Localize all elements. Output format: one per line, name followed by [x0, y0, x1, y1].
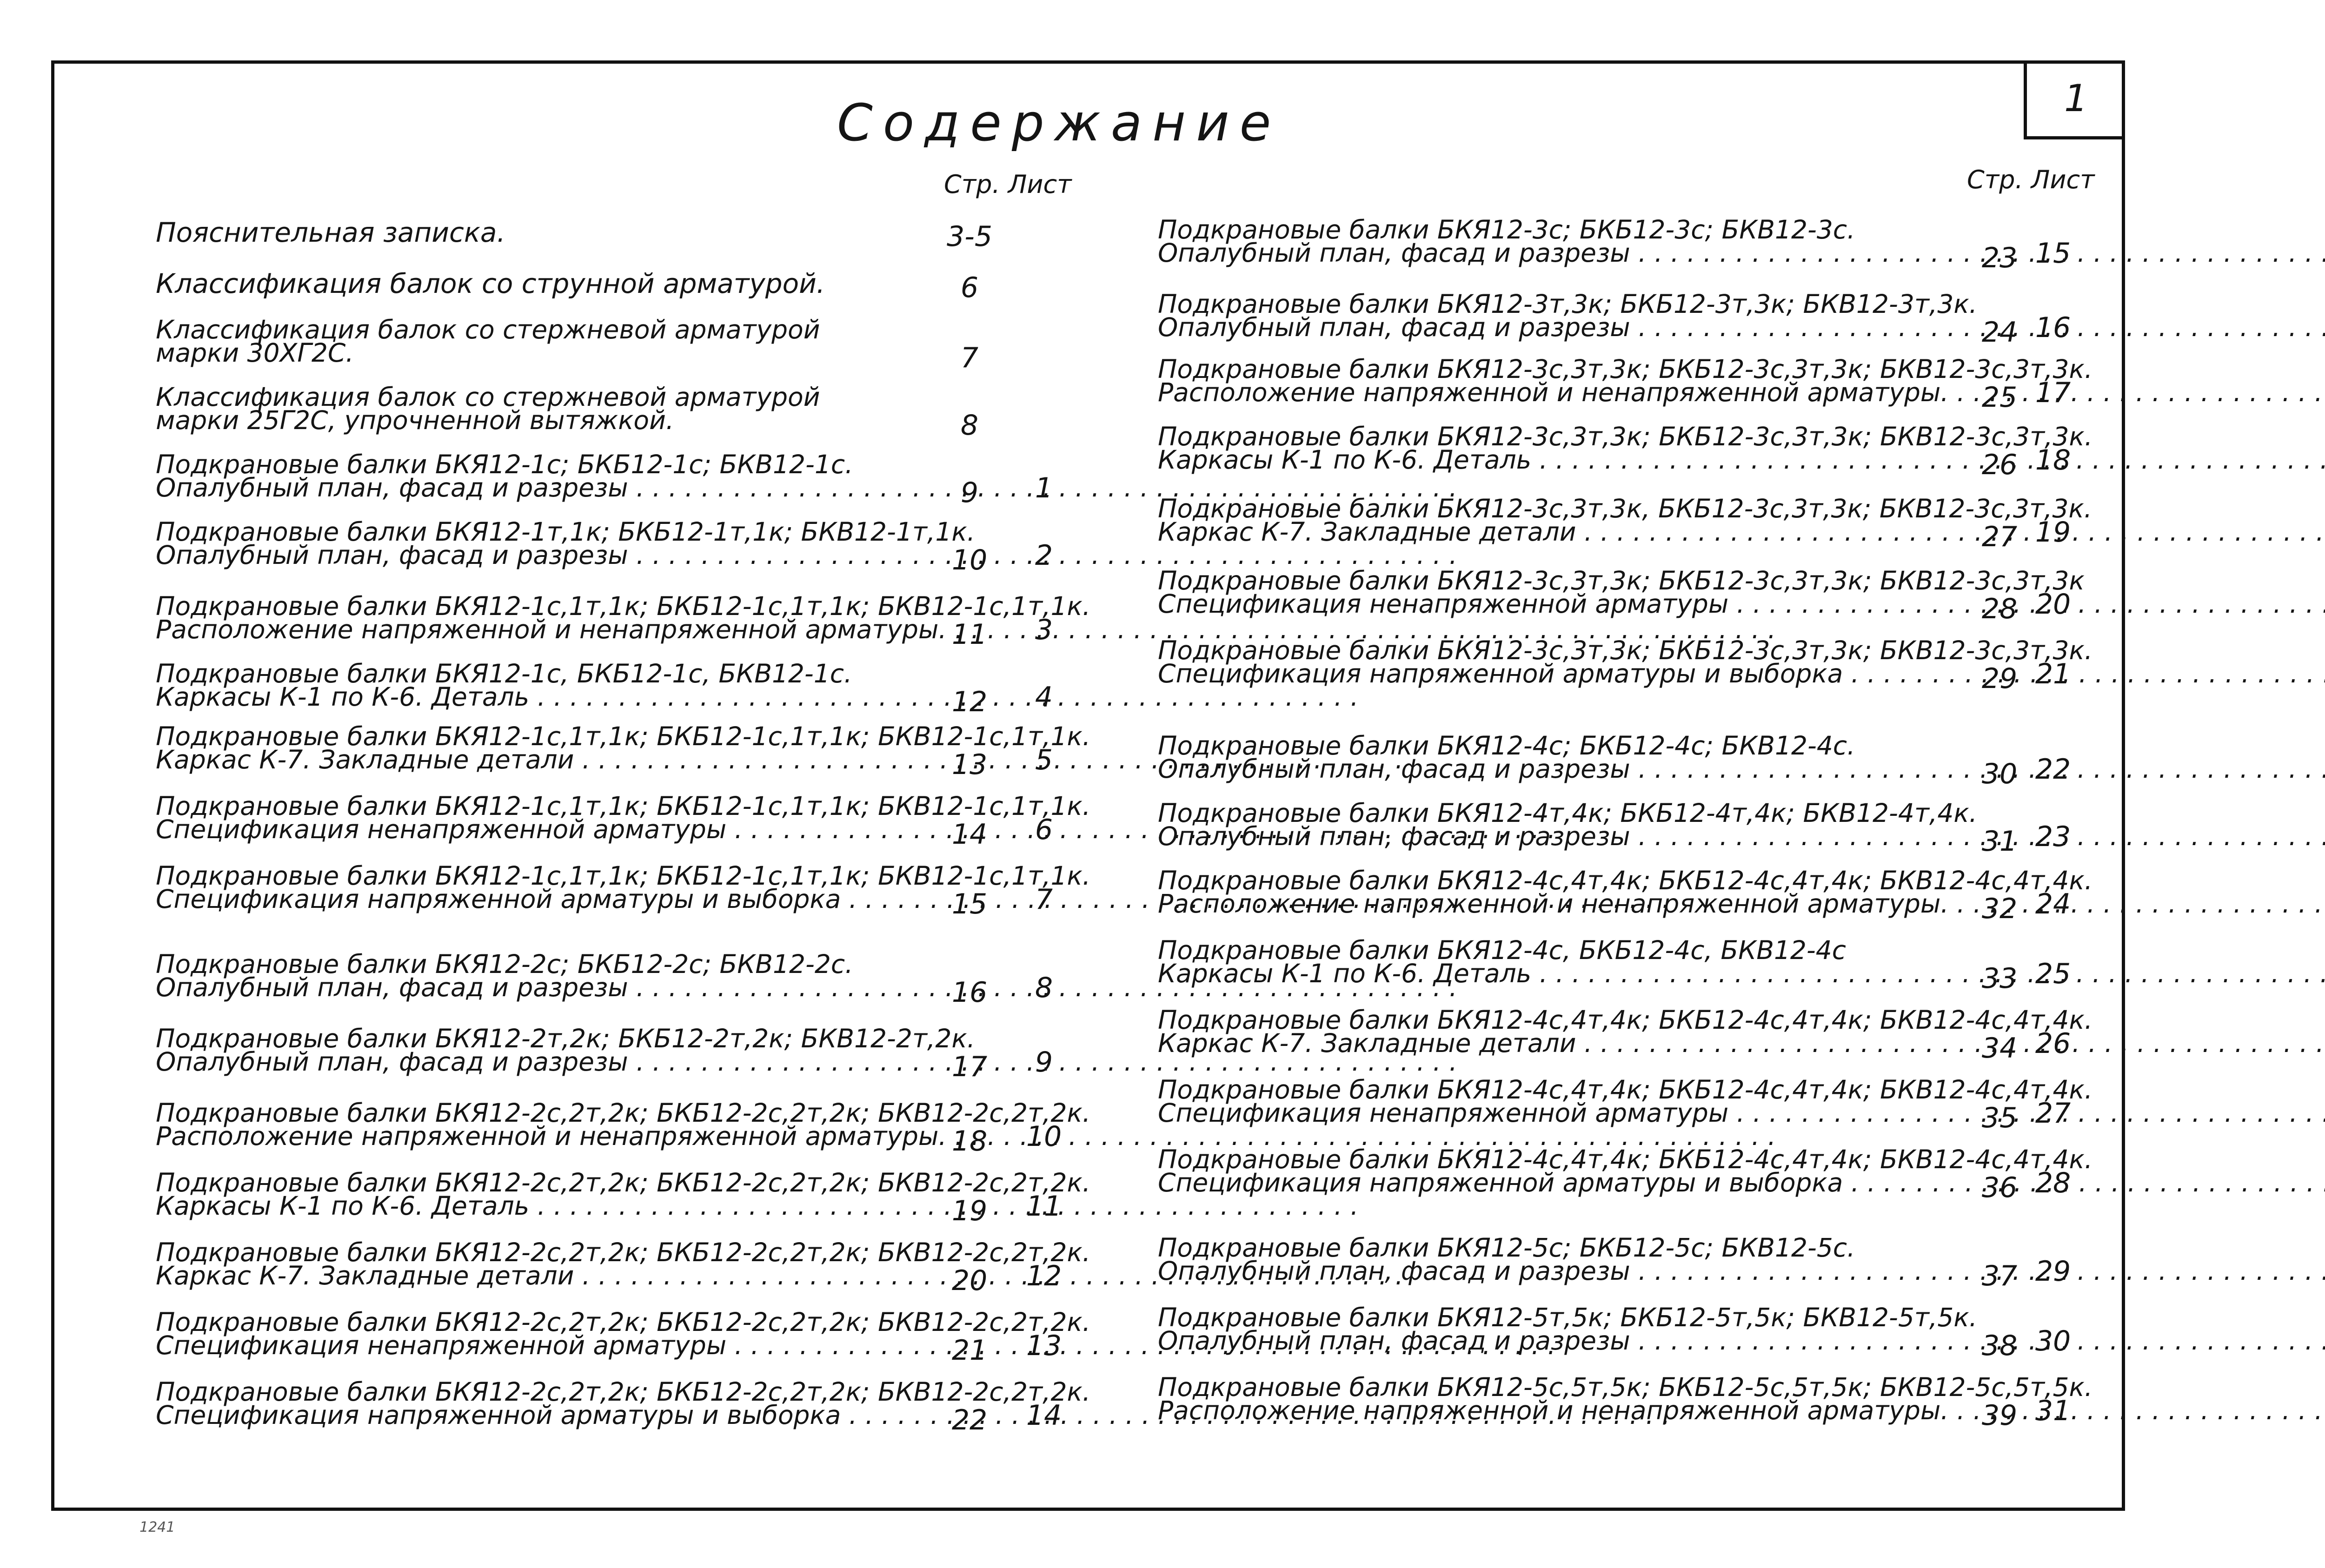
toc-entry [1158, 215, 1976, 268]
page-ref: 16 [951, 976, 988, 1009]
entry-subtitle: Спецификация ненапряженной арматуры . . . [1158, 1102, 1976, 1124]
sheet-col-label: Лист [1008, 170, 1072, 199]
sheet-ref: 18 [2035, 444, 2071, 476]
entry-title: Подкрановые балки БКЯ12-2с; БКБ12-2с; БКВ12-2с. [156, 949, 853, 979]
page-ref: 3-5 [947, 220, 992, 253]
entry-title: Подкрановые балки БКЯ12-5с,5т,5к; БКБ12-5с,5т,5к; БКВ12-5с,5т,5к. [1158, 1372, 2093, 1402]
entry-title: Классификация балок со стержневой арматурой [156, 315, 820, 344]
page-ref: 19 [951, 1195, 988, 1227]
entry-subtitle: Расположение напряженной и ненапряженной арматуры. . . . [156, 1125, 956, 1147]
page-ref: 6 [960, 271, 979, 304]
page-ref: 21 [951, 1334, 988, 1367]
sheet-ref: 25 [2035, 958, 2071, 990]
entry-subtitle: Каркасы К-1 по К-6. Деталь . . . [156, 686, 956, 708]
entry-title: Подкрановые балки БКЯ12-5т,5к; БКБ12-5т,5к; БКВ12-5т,5к. [1158, 1303, 1978, 1332]
entry-subtitle: Опалубный план, фасад и разрезы . . . [1158, 316, 1976, 338]
page-ref: 20 [951, 1264, 988, 1297]
entry-title: Подкрановые балки БКЯ12-1с,1т,1к; БКБ12-1с,1т,1к; БКВ12-1с,1т,1к. [156, 721, 1091, 751]
toc-entry [156, 382, 956, 435]
entry-subtitle: Опалубный план, фасад и разрезы . . . [156, 976, 956, 999]
entry-title: Классификация балок со струнной арматурой. [156, 268, 825, 299]
page-title: Содержание [837, 93, 1282, 152]
entry-title: Подкрановые балки БКЯ12-2с,2т,2к; БКБ12-2с,2т,2к; БКВ12-2с,2т,2к. [156, 1168, 1091, 1198]
entry-title: Подкрановые балки БКЯ12-5с; БКБ12-5с; БКВ12-5с. [1158, 1233, 1855, 1263]
sheet-ref: 24 [2035, 888, 2071, 920]
entry-subtitle: Каркасы К-1 по К-6. Деталь . . . [156, 1195, 956, 1217]
sheet-ref: 28 [2035, 1167, 2071, 1199]
page-col-label: Стр. [1967, 165, 2023, 194]
toc-entry [1158, 798, 1978, 851]
sheet-ref: 10 [1026, 1120, 1062, 1153]
entry-subtitle: Каркас К-7. Закладные детали . . . [1158, 1032, 1976, 1054]
page-ref: 35 [1981, 1102, 2018, 1134]
entry-title: Подкрановые балки БКЯ12-1с; БКБ12-1с; БКВ12-1с. [156, 450, 853, 479]
toc-entry [156, 270, 956, 298]
entry-title: Подкрановые балки БКЯ12-4с,4т,4к; БКБ12-4с,4т,4к; БКВ12-4с,4т,4к. [1158, 866, 2093, 895]
toc-entry [1158, 289, 1978, 342]
entry-title: Пояснительная записка. [156, 217, 505, 248]
sheet-ref: 31 [2035, 1395, 2071, 1427]
page-ref: 24 [1981, 316, 2018, 349]
sheet-ref: 13 [1026, 1330, 1062, 1362]
toc-entry [1158, 935, 1976, 988]
entry-subtitle: Спецификация ненапряженной арматуры . . . [156, 1334, 956, 1356]
sheet-ref: 27 [2035, 1097, 2071, 1130]
entry-title: Подкрановые балки БКЯ12-2с,2т,2к; БКБ12-2с,2т,2к; БКВ12-2с,2т,2к. [156, 1237, 1091, 1267]
entry-subtitle: Расположение напряженной и ненапряженной арматуры. . . . [156, 618, 956, 641]
toc-entry [156, 218, 956, 246]
page-ref: 17 [951, 1051, 988, 1083]
entry-subtitle: Каркасы К-1 по К-6. Деталь . . . [1158, 962, 1976, 985]
entry-title: Подкрановые балки БКЯ12-3с,3т,3к; БКБ12-3с,3т,3к; БКВ12-3с,3т,3к. [1158, 354, 2093, 384]
entry-title: Подкрановые балки БКЯ12-4с,4т,4к; БКБ12-4с,4т,4к; БКВ12-4с,4т,4к. [1158, 1075, 2093, 1105]
sheet-ref: 9 [1035, 1046, 1053, 1078]
toc-entry [156, 659, 956, 712]
right-col-headers [1967, 165, 2095, 194]
entry-title: Классификация балок со стержневой арматурой [156, 382, 820, 412]
sheet-ref: 5 [1035, 744, 1053, 776]
entry-subtitle: Расположение напряженной и ненапряженной арматуры. . . . [1158, 893, 1976, 915]
page-ref: 39 [1981, 1399, 2018, 1432]
entry-subtitle: Спецификация напряженной арматуры и выборка . . . [156, 1404, 956, 1426]
page-ref: 38 [1981, 1330, 2018, 1362]
sheet-ref: 4 [1035, 681, 1053, 714]
entry-title: Подкрановые балки БКЯ12-4с; БКБ12-4с; БКВ12-4с. [1158, 731, 1855, 761]
page-ref: 9 [960, 476, 979, 509]
sheet-col-label: Лист [2031, 165, 2095, 194]
entry-subtitle: Спецификация напряженной арматуры и выборка . . . [156, 888, 956, 910]
page-ref: 30 [1981, 758, 2018, 790]
entry-subtitle: Спецификация ненапряженной арматуры . . . [156, 818, 956, 840]
entry-subtitle: Каркас К-7. Закладные детали . . . [156, 1264, 956, 1287]
entry-title: Подкрановые балки БКЯ12-1с,1т,1к; БКБ12-1с,1т,1к; БКВ12-1с,1т,1к. [156, 861, 1091, 891]
toc-entry [1158, 1303, 1978, 1356]
toc-entry [156, 949, 956, 1002]
page-ref: 22 [951, 1404, 988, 1436]
entry-subtitle: Опалубный план, фасад и разрезы . . . [156, 476, 956, 499]
page-ref: 31 [1981, 825, 2018, 858]
sheet-ref: 23 [2035, 820, 2071, 853]
page-ref: 18 [951, 1125, 988, 1158]
entry-subtitle: Опалубный план, фасад и разрезы . . . [1158, 1260, 1976, 1282]
sheet-ref: 26 [2035, 1027, 2071, 1060]
page-ref: 15 [951, 888, 988, 920]
page-col-label: Стр. [944, 170, 1000, 199]
entry-subtitle: Спецификация напряженной арматуры и выборка . . . [1158, 662, 1976, 685]
page-ref: 23 [1981, 242, 2018, 274]
entry-title: Подкрановые балки БКЯ12-2т,2к; БКБ12-2т,2к; БКВ12-2т,2к. [156, 1024, 976, 1053]
entry-title: Подкрановые балки БКЯ12-4с, БКБ12-4с, БКВ12-4с [1158, 935, 1847, 965]
entry-subtitle: Опалубный план, фасад и разрезы . . . [156, 544, 956, 566]
sheet-ref: 19 [2035, 516, 2071, 549]
entry-title: Подкрановые балки БКЯ12-4с,4т,4к; БКБ12-4с,4т,4к; БКВ12-4с,4т,4к. [1158, 1005, 2093, 1035]
entry-title: Подкрановые балки БКЯ12-1с,1т,1к; БКБ12-1с,1т,1к; БКВ12-1с,1т,1к. [156, 591, 1091, 621]
entry-title: Подкрановые балки БКЯ12-3с,3т,3к, БКБ12-3с,3т,3к; БКВ12-3с,3т,3к. [1158, 494, 2092, 523]
toc-entry [156, 315, 956, 368]
entry-subtitle: марки 25Г2С, упрочненной вытяжкой. [156, 405, 674, 435]
entry-title: Подкрановые балки БКЯ12-4т,4к; БКБ12-4т,4к; БКВ12-4т,4к. [1158, 798, 1978, 828]
sheet-ref: 1 [1035, 472, 1053, 504]
page-ref: 28 [1981, 593, 2018, 625]
page-ref: 7 [960, 342, 979, 374]
entry-title: Подкрановые балки БКЯ12-3с,3т,3к; БКБ12-3с,3т,3к; БКВ12-3с,3т,3к [1158, 566, 2085, 595]
toc-entry [156, 450, 956, 503]
entry-subtitle: Опалубный план, фасад и разрезы . . . [1158, 758, 1976, 780]
page-ref: 36 [1981, 1171, 2018, 1204]
page-ref: 27 [1981, 521, 2018, 553]
entry-title: Подкрановые балки БКЯ12-1с, БКБ12-1с, БКВ12-1с. [156, 659, 852, 688]
sheet-ref: 17 [2035, 377, 2071, 409]
sheet-ref: 22 [2035, 753, 2071, 786]
page-ref: 33 [1981, 962, 2018, 995]
page-ref: 10 [951, 544, 988, 576]
sheet-ref: 16 [2035, 311, 2071, 344]
page-ref: 37 [1981, 1260, 2018, 1292]
sheet-ref: 2 [1035, 539, 1053, 572]
entry-subtitle: Опалубный план, фасад и разрезы . . . [1158, 825, 1976, 847]
entry-subtitle: Расположение напряженной и ненапряженной арматуры. . . . [1158, 1399, 1976, 1422]
sheet-ref: 12 [1026, 1260, 1062, 1292]
entry-title: Подкрановые балки БКЯ12-1с,1т,1к; БКБ12-1с,1т,1к; БКВ12-1с,1т,1к. [156, 791, 1091, 821]
entry-title: Подкрановые балки БКЯ12-2с,2т,2к; БКБ12-2с,2т,2к; БКВ12-2с,2т,2к. [156, 1377, 1091, 1407]
toc-entry [1158, 731, 1976, 784]
page-ref: 29 [1981, 662, 2018, 695]
entry-title: Подкрановые балки БКЯ12-3с; БКБ12-3с; БКВ12-3с. [1158, 215, 1855, 245]
sheet-ref: 29 [2035, 1255, 2071, 1288]
sheet-ref: 14 [1026, 1399, 1062, 1432]
toc-entry [1158, 1233, 1976, 1286]
page-ref: 8 [960, 409, 979, 442]
left-col-headers [944, 170, 1072, 199]
page-ref: 34 [1981, 1032, 2018, 1065]
page-ref: 13 [951, 748, 988, 781]
page-ref: 14 [951, 818, 988, 851]
sheet-ref: 11 [1026, 1190, 1062, 1223]
entry-subtitle: Каркас К-7. Закладные детали . . . [156, 748, 956, 771]
entry-title: Подкрановые балки БКЯ12-3т,3к; БКБ12-3т,3к; БКВ12-3т,3к. [1158, 289, 1978, 319]
page-ref: 12 [951, 686, 988, 718]
page-ref: 26 [1981, 449, 2018, 481]
entry-title: Подкрановые балки БКЯ12-3с,3т,3к; БКБ12-3с,3т,3к; БКВ12-3с,3т,3к. [1158, 635, 2093, 665]
entry-subtitle: Каркасы К-1 по К-6. Деталь . . . [1158, 449, 1976, 471]
entry-subtitle: Опалубный план, фасад и разрезы . . . [1158, 1330, 1976, 1352]
entry-title: Подкрановые балки БКЯ12-1т,1к; БКБ12-1т,1к; БКВ12-1т,1к. [156, 517, 976, 547]
sheet-ref: 3 [1035, 614, 1053, 646]
sheet-ref: 15 [2035, 237, 2071, 270]
sheet-ref: 30 [2035, 1325, 2071, 1357]
entry-title: Подкрановые балки БКЯ12-4с,4т,4к; БКБ12-4с,4т,4к; БКВ12-4с,4т,4к. [1158, 1145, 2093, 1174]
entry-title: Подкрановые балки БКЯ12-3с,3т,3к; БКБ12-3с,3т,3к; БКВ12-3с,3т,3к. [1158, 422, 2093, 451]
entry-title: Подкрановые балки БКЯ12-2с,2т,2к; БКБ12-2с,2т,2к; БКВ12-2с,2т,2к. [156, 1098, 1091, 1128]
sheet-ref: 20 [2035, 588, 2071, 621]
entry-subtitle: Каркас К-7. Закладные детали . . . [1158, 521, 1976, 543]
entry-subtitle: Спецификация напряженной арматуры и выборка . . . [1158, 1171, 1976, 1194]
entry-subtitle: марки 30ХГ2С. [156, 338, 354, 368]
entry-subtitle: Спецификация ненапряженной арматуры . . . [1158, 593, 1976, 615]
sheet-ref: 6 [1035, 814, 1053, 846]
sheet-ref: 7 [1035, 883, 1053, 916]
entry-subtitle: Опалубный план, фасад и разрезы . . . [156, 1051, 956, 1073]
sheet-ref: 8 [1035, 972, 1053, 1004]
entry-subtitle: Опалубный план, фасад и разрезы . . . [1158, 242, 1976, 264]
page-ref: 11 [951, 618, 988, 651]
page-ref: 32 [1981, 893, 2018, 925]
sheet-ref: 21 [2035, 658, 2071, 690]
entry-title: Подкрановые балки БКЯ12-2с,2т,2к; БКБ12-2с,2т,2к; БКВ12-2с,2т,2к. [156, 1307, 1091, 1337]
scan-mark: 1241 [140, 1519, 175, 1535]
page-number: 1 [2024, 60, 2125, 139]
page-ref: 25 [1981, 381, 2018, 414]
entry-subtitle: Расположение напряженной и ненапряженной арматуры. . . . [1158, 381, 1976, 404]
